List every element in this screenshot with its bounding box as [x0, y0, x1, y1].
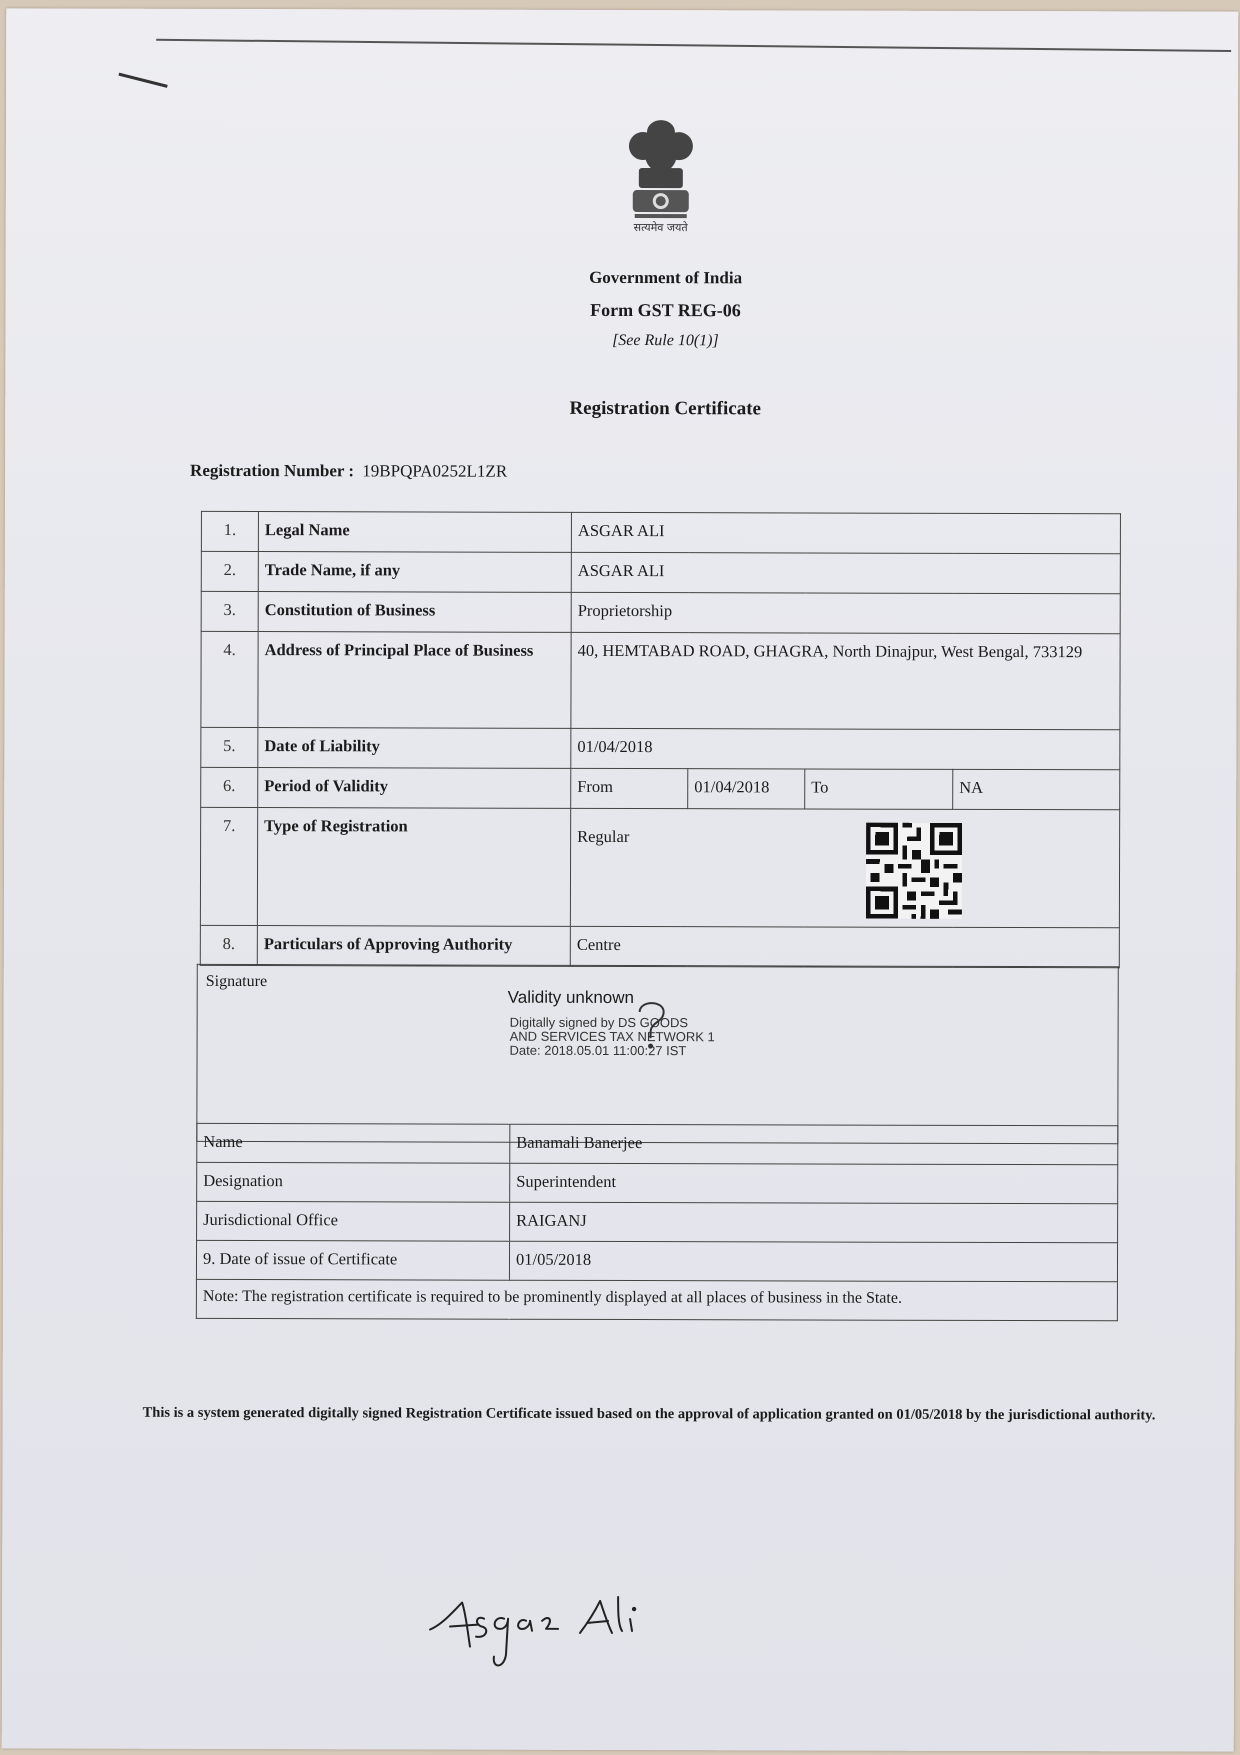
- row-label: Period of Validity: [258, 768, 571, 809]
- officer-value: Superintendent: [510, 1163, 1118, 1204]
- table-row: [201, 727, 1120, 769]
- signature-validity: Validity unknown: [507, 987, 635, 1008]
- signature-box: [197, 964, 1118, 1143]
- validity-from-date: 01/04/2018: [688, 769, 805, 809]
- officer-value: RAIGANJ: [510, 1202, 1118, 1243]
- signature-table: [196, 964, 1118, 1144]
- table-row: [197, 1123, 1118, 1164]
- row-number: 7.: [200, 807, 257, 925]
- table-row: [201, 511, 1120, 553]
- validity-to-label: To: [805, 769, 953, 809]
- row-label: Trade Name, if any: [258, 552, 571, 593]
- row-value: ASGAR ALI: [571, 552, 1120, 593]
- row-value: 40, HEMTABAD ROAD, GHAGRA, North Dinajpur, West Bengal, 733129: [571, 632, 1120, 729]
- officer-label: Designation: [197, 1162, 510, 1202]
- row-number: 8.: [200, 925, 257, 965]
- row-value: 01/04/2018: [571, 728, 1120, 769]
- row-number: 5.: [201, 727, 258, 767]
- officer-details-table: [196, 1123, 1119, 1321]
- officer-value: 01/05/2018: [509, 1241, 1117, 1282]
- row-label: Date of Liability: [258, 728, 571, 769]
- officer-label: Name: [197, 1123, 510, 1163]
- row-number: 6.: [201, 767, 258, 807]
- signature-line-1: Digitally signed by DS GOODS: [509, 1014, 689, 1031]
- row-label: Particulars of Approving Authority: [257, 926, 570, 967]
- top-rule-line: [156, 39, 1231, 52]
- row-value: Proprietorship: [571, 592, 1120, 633]
- row-value: ASGAR ALI: [571, 512, 1120, 553]
- handwritten-signature-image: [422, 1584, 682, 1675]
- row-value: Regular: [570, 808, 1119, 927]
- form-title: Form GST REG-06: [590, 299, 741, 321]
- registration-number-value: 19BPQPA0252L1ZR: [362, 461, 508, 481]
- government-title: Government of India: [589, 267, 743, 288]
- row-number: 3.: [201, 591, 258, 631]
- registration-number: [190, 461, 507, 482]
- system-generated-note: This is a system generated digitally signed Registration Certificate issued based on the approval of application granted on 01/05/2018 by the jurisdictional authority.: [142, 1404, 1156, 1424]
- registration-details-table: [200, 511, 1121, 968]
- table-row: [201, 767, 1120, 809]
- rule-reference: [See Rule 10(1)]: [612, 331, 719, 350]
- table-row: [196, 1279, 1117, 1320]
- table-row: [197, 1162, 1118, 1203]
- row-value: Centre: [570, 926, 1119, 967]
- table-row: [200, 925, 1119, 967]
- signature-label: Signature: [205, 972, 268, 991]
- signature-line-2: AND SERVICES TAX NETWORK 1: [509, 1028, 715, 1045]
- officer-value: Banamali Banerjee: [510, 1124, 1118, 1165]
- row-number: 4.: [201, 631, 258, 727]
- certificate-page: [2, 8, 1239, 1751]
- pen-mark: [118, 73, 167, 88]
- signature-details: [510, 1016, 715, 1059]
- row-number: 1.: [201, 511, 258, 551]
- table-row: [201, 551, 1120, 593]
- table-row: [200, 807, 1119, 927]
- officer-label: 9. Date of issue of Certificate: [196, 1240, 509, 1280]
- table-row: [197, 1201, 1118, 1242]
- qr-code-icon: [866, 823, 962, 919]
- registration-number-label: Registration Number :: [190, 460, 355, 481]
- table-row: [201, 591, 1120, 633]
- row-label: Type of Registration: [257, 808, 570, 927]
- officer-label: Jurisdictional Office: [197, 1201, 510, 1241]
- row-number: 2.: [201, 551, 258, 591]
- row-label: Constitution of Business: [258, 592, 571, 633]
- display-note: Note: The registration certificate is required to be prominently displayed at all places of business in the State.: [196, 1279, 1117, 1320]
- emblem-motto: सत्यमेव जयते: [633, 221, 688, 235]
- row-label: Legal Name: [258, 512, 571, 553]
- certificate-title: Registration Certificate: [569, 397, 762, 420]
- validity-from-label: From: [571, 768, 688, 808]
- signature-line-3: Date: 2018.05.01 11:00:27 IST: [509, 1042, 687, 1059]
- validity-to-date: NA: [953, 769, 1120, 809]
- table-row: [201, 631, 1120, 729]
- row-label: Address of Principal Place of Business: [258, 632, 571, 729]
- table-row: [196, 1240, 1117, 1281]
